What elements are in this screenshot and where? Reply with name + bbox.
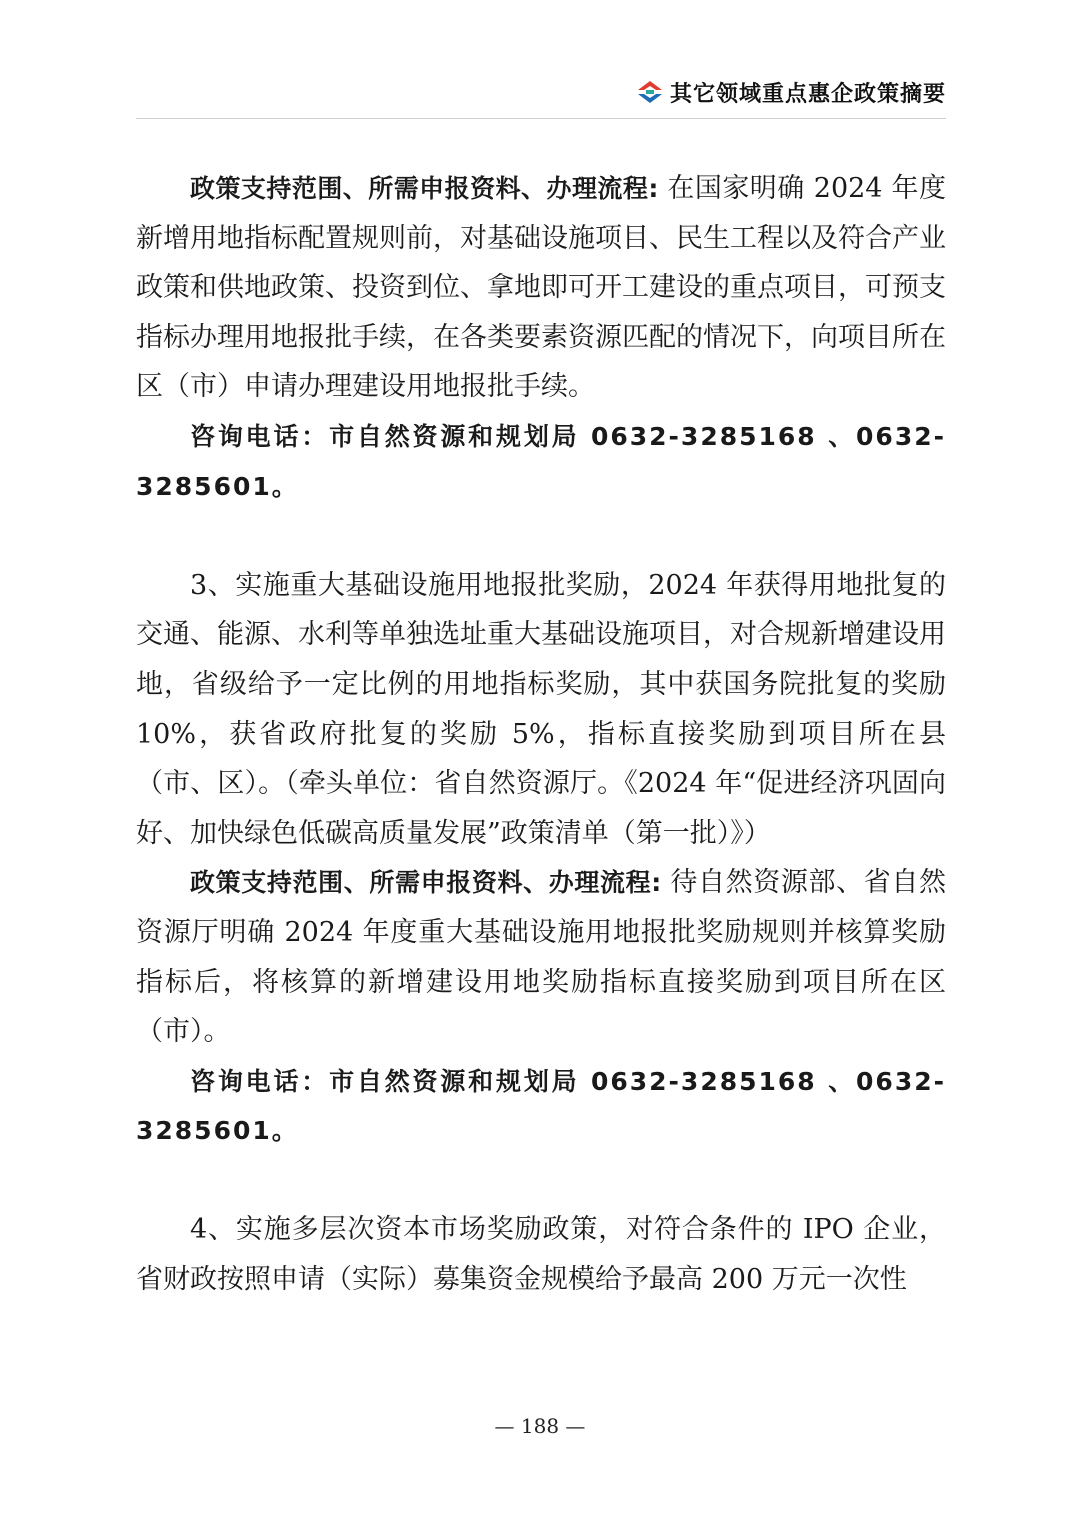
policy-scope-text: 在国家明确 2024 年度新增用地指标配置规则前，对基础设施项目、民生工程以及符合产业政策和供地政策、投资到位、拿地即可开工建设的重点项目，可预支指标办理用地报批手续，在各类要素资源匹配的情况下，向项目所在区（市）申请办理建设用地报批手续。 <box>136 173 946 403</box>
consult-phone-label: 咨询电话： <box>190 1066 330 1096</box>
policy-scope-label: 政策支持范围、所需申报资料、办理流程: <box>190 174 659 203</box>
consult-phone-paragraph <box>136 412 946 511</box>
policy-scope-paragraph <box>136 858 946 1056</box>
policy-scope-text: 待自然资源部、省自然资源厅明确 2024 年度重大基础设施用地报批奖励规则并核算奖励指标后，将核算的新增建设用地奖励指标直接奖励到项目所在区（市）。 <box>136 867 947 1048</box>
page-number: — 188 — <box>494 1414 586 1438</box>
policy-scope-label: 政策支持范围、所需申报资料、办理流程: <box>190 868 662 898</box>
consult-phone-text: 市自然资源和规划局 0632-3285168 、0632-3285601。 <box>136 421 946 501</box>
consult-phone-label: 咨询电话： <box>190 421 330 451</box>
page-header <box>634 72 946 112</box>
policy-item-3-paragraph <box>136 561 946 859</box>
policy-item-4-text: 4、实施多层次资本市场奖励政策，对符合条件的 IPO 企业，省财政按照申请（实际）募集资金规模给予最高 200 万元一次性 <box>136 1214 946 1296</box>
policy-scope-paragraph <box>136 164 946 412</box>
policy-item-3-text: 3、实施重大基础设施用地报批奖励，2024 年获得用地批复的交通、能源、水利等单独选址重大基础设施项目，对合规新增建设用地，省级给予一定比例的用地指标奖励，其中获国务院批复的奖励 10%，获省政府批复的奖励 5%，指标直接奖励到项目所在县（市、区）。（牵头单位：省自然资源厅。《2024 年“促进经济巩固向好、加快绿色低碳高质量发展”政策清单（第一批）》） <box>136 569 946 849</box>
header-divider <box>136 118 946 119</box>
logo-icon <box>634 76 666 108</box>
document-body <box>136 164 946 1305</box>
policy-item-4-paragraph <box>136 1205 946 1304</box>
consult-phone-paragraph <box>136 1057 946 1156</box>
consult-phone-text: 市自然资源和规划局 0632-3285168 、0632-3285601。 <box>136 1066 946 1146</box>
header-title: 其它领域重点惠企政策摘要 <box>669 81 946 107</box>
